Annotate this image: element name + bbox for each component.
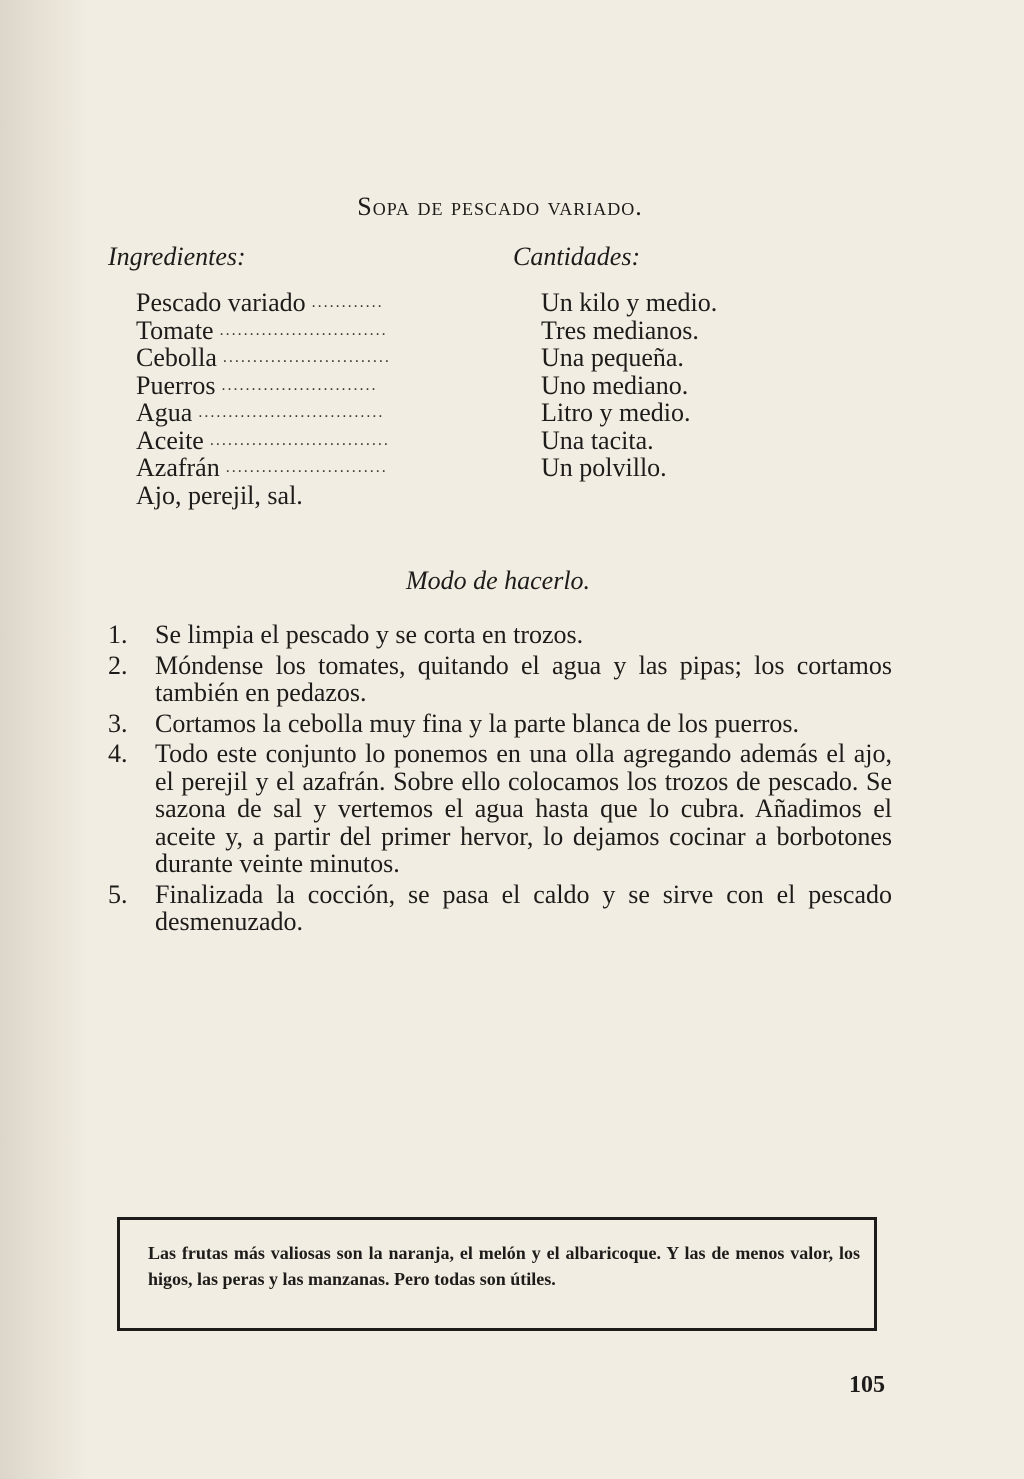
ingredient-name: Tomate: [136, 315, 214, 345]
ingredient-row: [136, 317, 486, 345]
step-text: Cortamos la cebolla muy fina y la parte blanca de los puerros.: [155, 708, 800, 738]
ingredient-row: [136, 454, 486, 482]
step-number: 1.: [108, 620, 128, 649]
quantity-value: Una tacita.: [541, 425, 654, 455]
dot-leader: ............: [311, 294, 384, 311]
ingredient-name: Cebolla: [136, 343, 217, 372]
quantities-header: Cantidades:: [513, 242, 641, 271]
ingredient-name: Aceite: [136, 425, 204, 455]
fruit-note-box: [117, 1217, 877, 1331]
method-step: [108, 710, 892, 738]
method-step: [108, 881, 892, 936]
ingredient-row: [136, 482, 486, 510]
method-header: Modo de hacerlo.: [405, 566, 591, 595]
quantity-value: Tres medianos.: [541, 315, 699, 345]
dot-leader: ...............................: [198, 404, 385, 421]
step-text: Todo este conjunto lo ponemos en una olla agregando además el ajo, el perejil y el azafrán. Sobre ello colocamos los trozos de pescado. Se sazona de sal y vertemos el agua hasta que lo cubra. Añadimos el aceite y, a partir del primer hervor, lo dejamos cocinar a borbotones durante veinte minutos.: [155, 739, 892, 878]
step-number: 4.: [108, 739, 128, 768]
dot-leader: ...........................: [225, 459, 388, 476]
quantity-value: Uno mediano.: [541, 370, 689, 400]
quantities-list: [541, 289, 717, 482]
fruit-note-text: Las frutas más valiosas son la naranja, el melón y el albaricoque. Y las de menos valor, los higos, las peras y las manzanas. Pero todas son útiles.: [148, 1243, 860, 1289]
method-step: [108, 740, 892, 878]
ingredient-row: [136, 399, 486, 427]
dot-leader: ............................: [222, 349, 391, 366]
ingredient-name: Azafrán: [136, 453, 220, 482]
step-number: 5.: [108, 879, 128, 909]
step-text: Se limpia el pescado y se corta en trozos.: [155, 620, 584, 649]
ingredients-header: Ingredientes:: [108, 242, 246, 271]
dot-leader: [309, 482, 486, 510]
step-text: Finalizada la cocción, se pasa el caldo y se sirve con el pescado desmenuzado.: [155, 879, 892, 936]
method-step: [108, 652, 892, 707]
ingredient-row: [136, 289, 486, 317]
quantity-value: Un kilo y medio.: [541, 288, 718, 317]
ingredient-row: [136, 372, 486, 400]
dot-leader: ..........................: [221, 376, 378, 394]
dot-leader: ..............................: [209, 431, 390, 449]
ingredient-name: Pescado variado: [136, 288, 306, 317]
ingredient-row: [136, 427, 486, 455]
quantity-value: Una pequeña.: [541, 343, 684, 372]
quantity-value: Litro y medio.: [541, 398, 691, 427]
dot-leader: ............................: [219, 321, 388, 339]
ingredient-name: Ajo, perejil, sal.: [136, 480, 303, 510]
quantity-value: Un polvillo.: [541, 453, 667, 482]
step-number: 3.: [108, 708, 128, 738]
method-steps: [108, 621, 892, 939]
step-text: Móndense los tomates, quitando el agua y las pipas; los cortamos también en pedazos.: [155, 650, 892, 707]
step-number: 2.: [108, 650, 128, 680]
ingredients-list: [136, 289, 486, 509]
page-number: 105: [849, 1372, 885, 1398]
method-step: [108, 621, 892, 649]
ingredient-name: Puerros: [136, 370, 216, 400]
ingredient-name: Agua: [136, 398, 193, 427]
ingredient-row: [136, 344, 486, 372]
recipe-title: Sopa de pescado variado.: [357, 192, 643, 221]
